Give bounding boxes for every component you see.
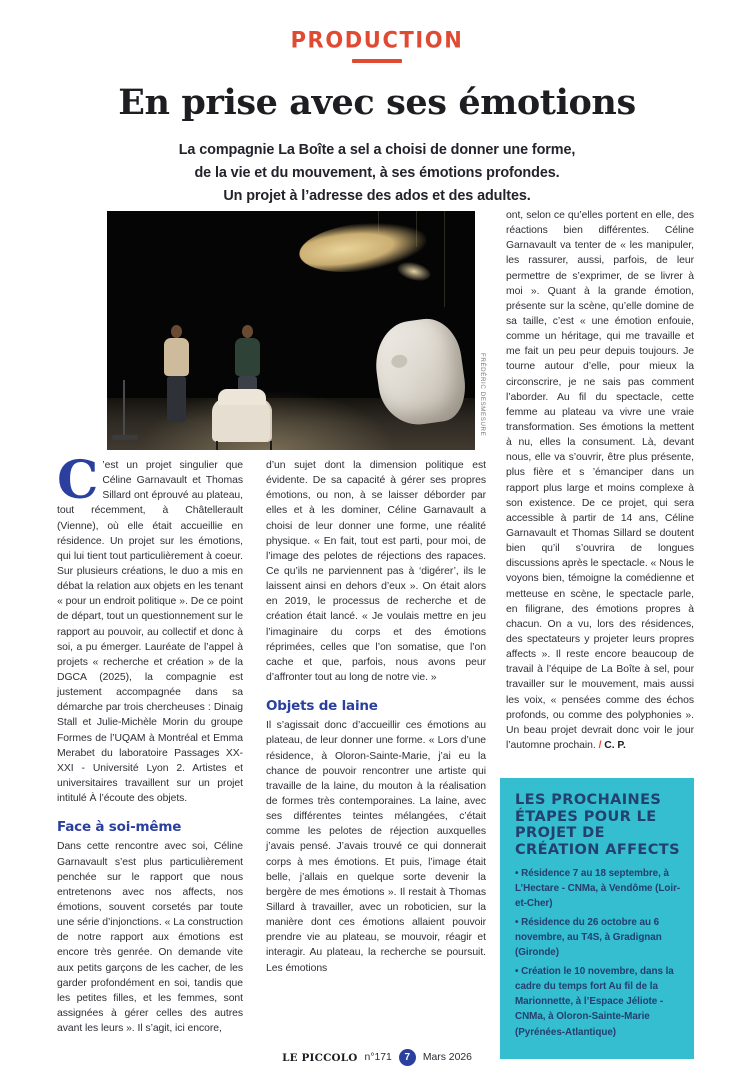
- list-item: • Résidence du 26 octobre au 6 novembre, au T4S, à Gradignan (Gironde): [515, 915, 681, 960]
- signature-slash: /: [598, 739, 602, 751]
- standfirst: [137, 139, 617, 209]
- armchair-prop: [212, 398, 272, 442]
- stage-photo: [107, 211, 475, 450]
- page-title: En prise avec ses émotions: [118, 82, 636, 123]
- subheading-objets-de-laine: Objets de laine: [266, 698, 378, 715]
- drop-cap: C: [57, 450, 99, 511]
- performer-head: [242, 325, 253, 338]
- publication-name: LE PICCOLO: [282, 1051, 358, 1064]
- paragraph-mid-2: Il s’agissait donc d’accueillir ces émotions au plateau, de leur donner une forme. « Lors d’une résidence, à Oloron-Sainte-Marie, j’ai eu la chance de pouvoir rencontrer une artiste qui travaille de la laine, du mouton à la réalisation de formes très contemporaines. La laine, avec ses différentes teintes mélangées, c’était comme les pelotes de réjection auxquelles j’avais pensé. J’avais trouvé ce qui donnerait corps à mes émotions. Et puis, l’image était belle, j’allais en quelque sorte devenir la bergère de mes émotions ». Il restait à Thomas Sillard à travailler, avec un roboticien, sur la manière dont ces émotions allaient pouvoir prendre vie au plateau, se mouvoir, réagir et interagir. Au plateau, la recherche se poursuit. Les émotions: [266, 720, 486, 974]
- kicker-rule: [352, 59, 402, 63]
- issue-number: n°171: [364, 1052, 392, 1063]
- standfirst-line-3: Un projet à l’adresse des ados et des adultes.: [223, 188, 531, 205]
- standfirst-line-1: La compagnie La Boîte a sel a choisi de donner une forme,: [178, 141, 576, 158]
- paragraph-left-1-text: ’est un projet singulier que Céline Garnavault et Thomas Sillard ont éprouvé au plateau, tout récemment, à Châtellerault (Vienne), où elle était accueillie en résidence. Un projet sur les émotions, qui lui tient tout particulièrement à coeur. Sur plusieurs créations, le duo a mis en débat la relation aux objets en les tenant « pour un endroit politique ». De ce point de départ, tout un questionnement sur le rapport au pouvoir, au collectif et donc à soi, a pu émerger. Lauréate de l’appel à projets « recherche et création » de la DGCA (2025), la compagnie est justement accompagnée dans sa démarche par trois chercheuses : Dinaig Stall et Julie-Michèle Morin du groupe Formes de l’UQAM à Montréal et Emma Merabet du laboratoire Passages XX-XXI - Université Lyon 2. Artistes et universitaires travaillent sur un projet intitulé À l’écoute des objets.: [57, 460, 243, 805]
- column-left: [57, 450, 243, 1036]
- infobox-list: [515, 866, 681, 1040]
- subheading-face-a-soi-meme: Face à soi-même: [57, 819, 182, 836]
- mic-stand-base: [112, 435, 138, 440]
- paragraph-right-1: [506, 208, 694, 753]
- page-number-badge: 7: [399, 1049, 416, 1066]
- list-item: • Résidence 7 au 18 septembre, à L’Hectare - CNMa, à Vendôme (Loir-et-Cher): [515, 866, 681, 911]
- column-right: [506, 208, 694, 753]
- standfirst-line-2: de la vie et du mouvement, à ses émotions profondes.: [194, 165, 560, 182]
- mic-stand: [123, 380, 125, 436]
- photo-credit: FRÉDÉRIC DESMESURE: [479, 353, 486, 437]
- suspension-wire: [444, 211, 445, 307]
- paragraph-left-1: [57, 450, 243, 806]
- upcoming-dates-box: [500, 778, 694, 1059]
- paragraph-mid-1: d’un sujet dont la dimension politique est évidente. De sa capacité à gérer ses propres émotions, ou non, à se laisser déborder par elles et à les dominer, Céline Garnavault a choisi de leur donner une forme, une réalité physique. « En fait, tout est parti, pour moi, de l’image des pelotes de réjections des rapaces. Ce qu’ils ne parviennent pas à ‘digérer’, ils le laissent ainsi en dehors d’eux ». On était alors en 2019, le processus de recherche et de création était lancé. « Je voulais mettre en jeu l’imaginaire du corps et des émotions réprimées, celles que l’on somatise, que l’on cache et que, parfois, nous avons peur d’affronter tout au long de notre vie. »: [266, 460, 486, 683]
- section-kicker-wrap: [0, 0, 754, 63]
- performer-head: [171, 325, 182, 338]
- performer-left: [164, 325, 189, 422]
- column-middle: [266, 458, 486, 976]
- author-signature: C. P.: [604, 739, 626, 751]
- section-kicker: PRODUCTION: [290, 27, 464, 53]
- performer-legs: [167, 376, 186, 422]
- performer-torso: [164, 338, 189, 376]
- list-item: • Création le 10 novembre, dans la cadre du temps fort Au fil de la Marionnette, à l’Espace Jéliote - CNMa, à Oloron-Sainte-Marie (Pyrénées-Atlantique): [515, 964, 681, 1039]
- performer-torso: [235, 338, 260, 376]
- paragraph-right-1-text: ont, selon ce qu’elles portent en elle, des réactions bien différentes. Céline Garnavault va tenter de « les manipuler, les rassurer, aussi, parfois, de leur permettre de s’exprimer, de se livrer à moi ». Quant à la grande émotion, présente sur la scène, qu’elle domine de sa taille, c’est « une émotion enfouie, comme un héritage, qui me travaille et me fait un peu peur depuis toujours. Je tourne autour d’elle, pour mieux la circonscrire, je ne sais pas comment l’aborder. Au fil du spectacle, cette femme au plateau va vivre une vraie transformation. Ses émotions la mettent à nu, elles la consument. Là, devant nous, elle va s’ouvrir, être plus présente, plus fière et s ’émanciper dans un rapport plus large et moins complexe à son existence. De ce projet, qui sera accessible à partir de 14 ans, Céline Garnavault et Thomas Sillard se doutent bien qu’il s’ouvrira de longues discussions après le spectacle. « Nous le voyons bien, témoigne la comédienne et metteuse en scène, le spectacle parle, en filigrane, des émotions propres à chacun. On a vu, lors des résidences, des spectateurs y projeter leurs propres affects ». Il reste encore beaucoup de travail à l’équipe de La Boîte à sel, pour travailler sur le mouvement, mais aussi les voix, « pensées comme des échos profonds, ou comme des polyphonies ». Un beau projet devrait donc voir le jour l’automne prochain.: [506, 210, 694, 751]
- paragraph-left-2: Dans cette rencontre avec soi, Céline Garnavault s’est plus particulièrement penchée sur le rapport que nous entretenons avec nos affects, nos émotions, souvent corsetés par toute une série d’injonctions. « La construction de notre rapport aux émotions est encore très genrée. On demande vite aux petits garçons de les cacher, de les garder profondément en soi, tandis que les petites filles, et les femmes, sont assignées à gérer celles des autres avant les leurs ». Il s’agit, ici encore,: [57, 841, 243, 1035]
- issue-date: Mars 2026: [422, 1052, 472, 1063]
- article-photo-block: [107, 211, 489, 450]
- page-footer: [0, 1049, 754, 1066]
- infobox-title: LES PROCHAINES ÉTAPES POUR LE PROJET DE CRÉATION AFFECTS: [515, 792, 680, 858]
- wool-pelote-small: [395, 259, 432, 284]
